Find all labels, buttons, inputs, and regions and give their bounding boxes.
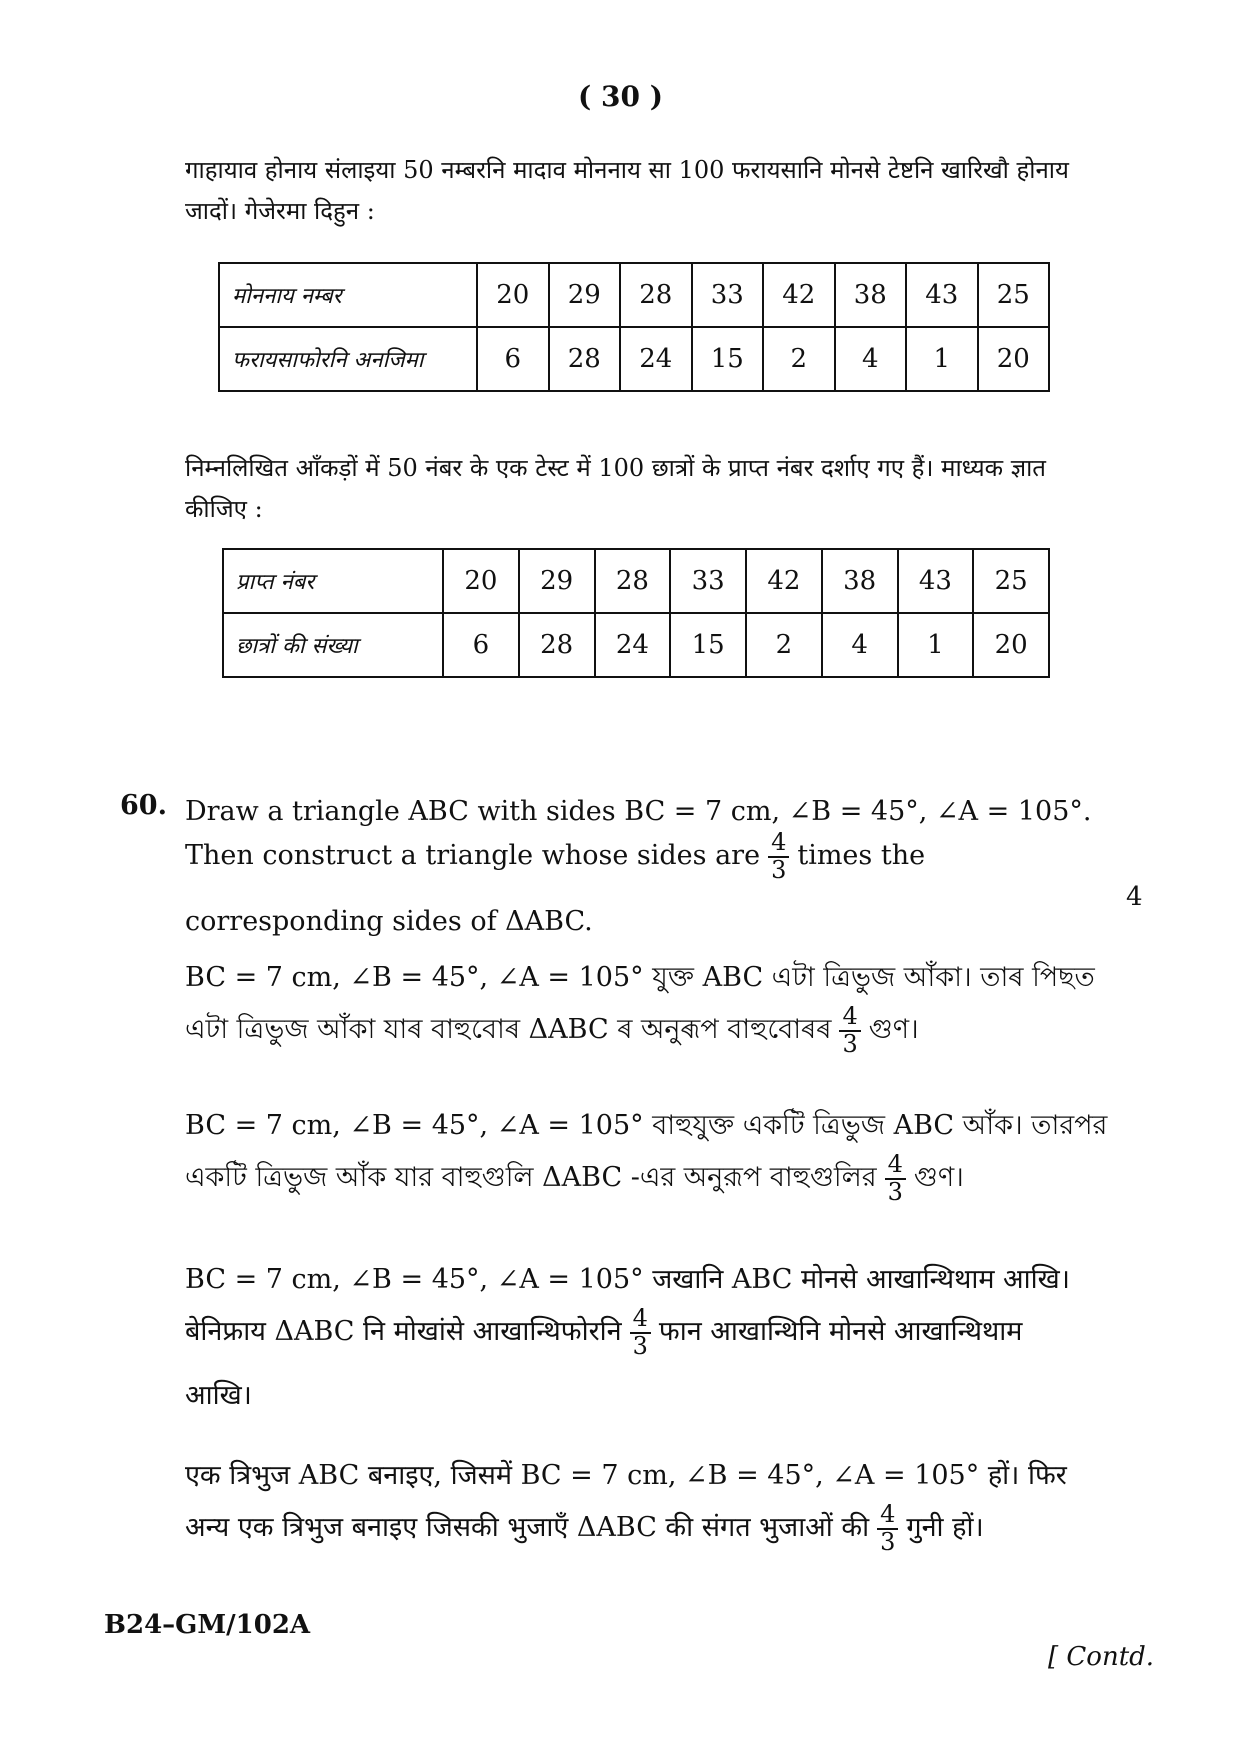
table-cell: 43	[906, 263, 978, 327]
table-cell: 4	[835, 327, 907, 391]
table-cell: 20	[973, 613, 1049, 677]
table-row	[219, 327, 1049, 391]
fraction-denominator: 3	[632, 1331, 648, 1360]
bengali-line-2b: গুণ।	[913, 1162, 964, 1193]
table-cell: 24	[620, 327, 692, 391]
fraction-numerator: 4	[768, 830, 789, 857]
table-cell: 20	[443, 549, 519, 613]
table-cell: 29	[519, 549, 595, 613]
hindi-line-1: एक त्रिभुज ABC बनाइए, जिसमें BC = 7 cm, ∠B = 45°, ∠A = 105° हों। फिर	[185, 1460, 1067, 1491]
bodo-line-2	[185, 1306, 1022, 1359]
table-cell: 25	[978, 263, 1050, 327]
table-cell: 28	[620, 263, 692, 327]
assamese-line-2	[185, 1004, 919, 1057]
table-cell: 15	[692, 327, 764, 391]
fraction-four-thirds	[839, 1004, 860, 1056]
bodo-line-2b: फान आखान्थिनि मोनसे आखान्थिथाम	[658, 1316, 1023, 1347]
fraction-four-thirds	[768, 830, 789, 882]
table-cell: 2	[763, 327, 835, 391]
table-cell: 33	[670, 549, 746, 613]
table-cell: 42	[763, 263, 835, 327]
marks: 4	[1126, 882, 1143, 912]
bodo-line-3: आखि।	[185, 1380, 252, 1411]
fraction-numerator: 4	[839, 1004, 860, 1031]
table-cell: 2	[746, 613, 822, 677]
fraction-four-thirds	[630, 1306, 651, 1358]
assamese-line-2b: গুণ।	[868, 1014, 919, 1045]
table-cell: 25	[973, 549, 1049, 613]
table-cell: 33	[692, 263, 764, 327]
table-cell: 28	[519, 613, 595, 677]
table-cell: 29	[549, 263, 621, 327]
fraction-numerator: 4	[877, 1502, 898, 1529]
table-cell: 1	[906, 327, 978, 391]
fraction-four-thirds	[877, 1502, 898, 1554]
bodo-question-text: गाहायाव होनाय संलाइया 50 नम्बरनि मादाव मोननाय सा 100 फरायसानि मोनसे टेष्टनि खारिखौ होनाय जादों। गेजेरमा दिहुन :	[185, 156, 1069, 225]
bengali-line-2	[185, 1152, 964, 1205]
assamese-line-1: BC = 7 cm, ∠B = 45°, ∠A = 105° যুক্ত ABC এটা ত্ৰিভুজ আঁকা। তাৰ পিছত	[185, 962, 1095, 993]
table-cell: 20	[477, 263, 549, 327]
table-cell: 4	[822, 613, 898, 677]
fraction-numerator: 4	[885, 1152, 906, 1179]
row-label: प्राप्त नंबर	[223, 549, 443, 613]
english-line-1: Draw a triangle ABC with sides BC = 7 cm, ∠B = 45°, ∠A = 105°.	[185, 796, 1092, 827]
table-cell: 42	[746, 549, 822, 613]
fraction-denominator: 3	[771, 855, 787, 884]
fraction-four-thirds	[885, 1152, 906, 1204]
hindi-line-2b: गुनी हों।	[906, 1512, 984, 1543]
english-line-2a: Then construct a triangle whose sides are	[185, 840, 761, 871]
table-cell: 1	[898, 613, 974, 677]
table-cell: 28	[549, 327, 621, 391]
table-row	[223, 549, 1049, 613]
hindi-question-text: निम्नलिखित आँकड़ों में 50 नंबर के एक टेस्ट में 100 छात्रों के प्राप्त नंबर दर्शाए गए हैं। माध्यक ज्ञात कीजिए :	[185, 454, 1046, 523]
table-row	[219, 263, 1049, 327]
table-cell: 6	[477, 327, 549, 391]
fraction-denominator: 3	[887, 1177, 903, 1206]
hindi-line-2	[185, 1502, 984, 1555]
question-number: 60.	[120, 790, 167, 821]
english-line-3: corresponding sides of ΔABC.	[185, 906, 593, 937]
table-cell: 38	[822, 549, 898, 613]
bodo-data-table	[218, 262, 1050, 392]
bengali-line-2a: একটি ত্রিভুজ আঁক যার বাহুগুলি ΔABC -এর অনুরূপ বাহুগুলির	[185, 1162, 877, 1193]
paper-code: B24–GM/102A	[104, 1610, 311, 1640]
fraction-denominator: 3	[842, 1029, 858, 1058]
table-cell: 43	[898, 549, 974, 613]
table-cell: 20	[978, 327, 1050, 391]
english-line-2b: times the	[797, 840, 926, 871]
assamese-line-2a: এটা ত্ৰিভুজ আঁকা যাৰ বাহুবোৰ ΔABC ৰ অনুৰূপ বাহুবোৰৰ	[185, 1014, 832, 1045]
table-row	[223, 613, 1049, 677]
table-cell: 15	[670, 613, 746, 677]
row-label: छात्रों की संख्या	[223, 613, 443, 677]
fraction-denominator: 3	[880, 1527, 896, 1556]
hindi-data-table	[222, 548, 1050, 678]
english-line-2	[185, 830, 925, 883]
bengali-line-1: BC = 7 cm, ∠B = 45°, ∠A = 105° বাহুযুক্ত একটি ত্রিভুজ ABC আঁক। তারপর	[185, 1110, 1108, 1141]
fraction-numerator: 4	[630, 1306, 651, 1333]
row-label: मोननाय नम्बर	[219, 263, 477, 327]
table-cell: 38	[835, 263, 907, 327]
bodo-line-2a: बेनिफ्राय ΔABC नि मोखांसे आखान्थिफोरनि	[185, 1316, 622, 1347]
table-cell: 28	[595, 549, 671, 613]
bodo-line-1: BC = 7 cm, ∠B = 45°, ∠A = 105° जखानि ABC मोनसे आखान्थिथाम आखि।	[185, 1264, 1070, 1295]
page-number: ( 30 )	[578, 80, 663, 113]
table-cell: 24	[595, 613, 671, 677]
table-cell: 6	[443, 613, 519, 677]
row-label: फरायसाफोरनि अनजिमा	[219, 327, 477, 391]
hindi-line-2a: अन्य एक त्रिभुज बनाइए जिसकी भुजाएँ ΔABC की संगत भुजाओं की	[185, 1512, 870, 1543]
continued-label: [ Contd.	[1048, 1642, 1155, 1672]
